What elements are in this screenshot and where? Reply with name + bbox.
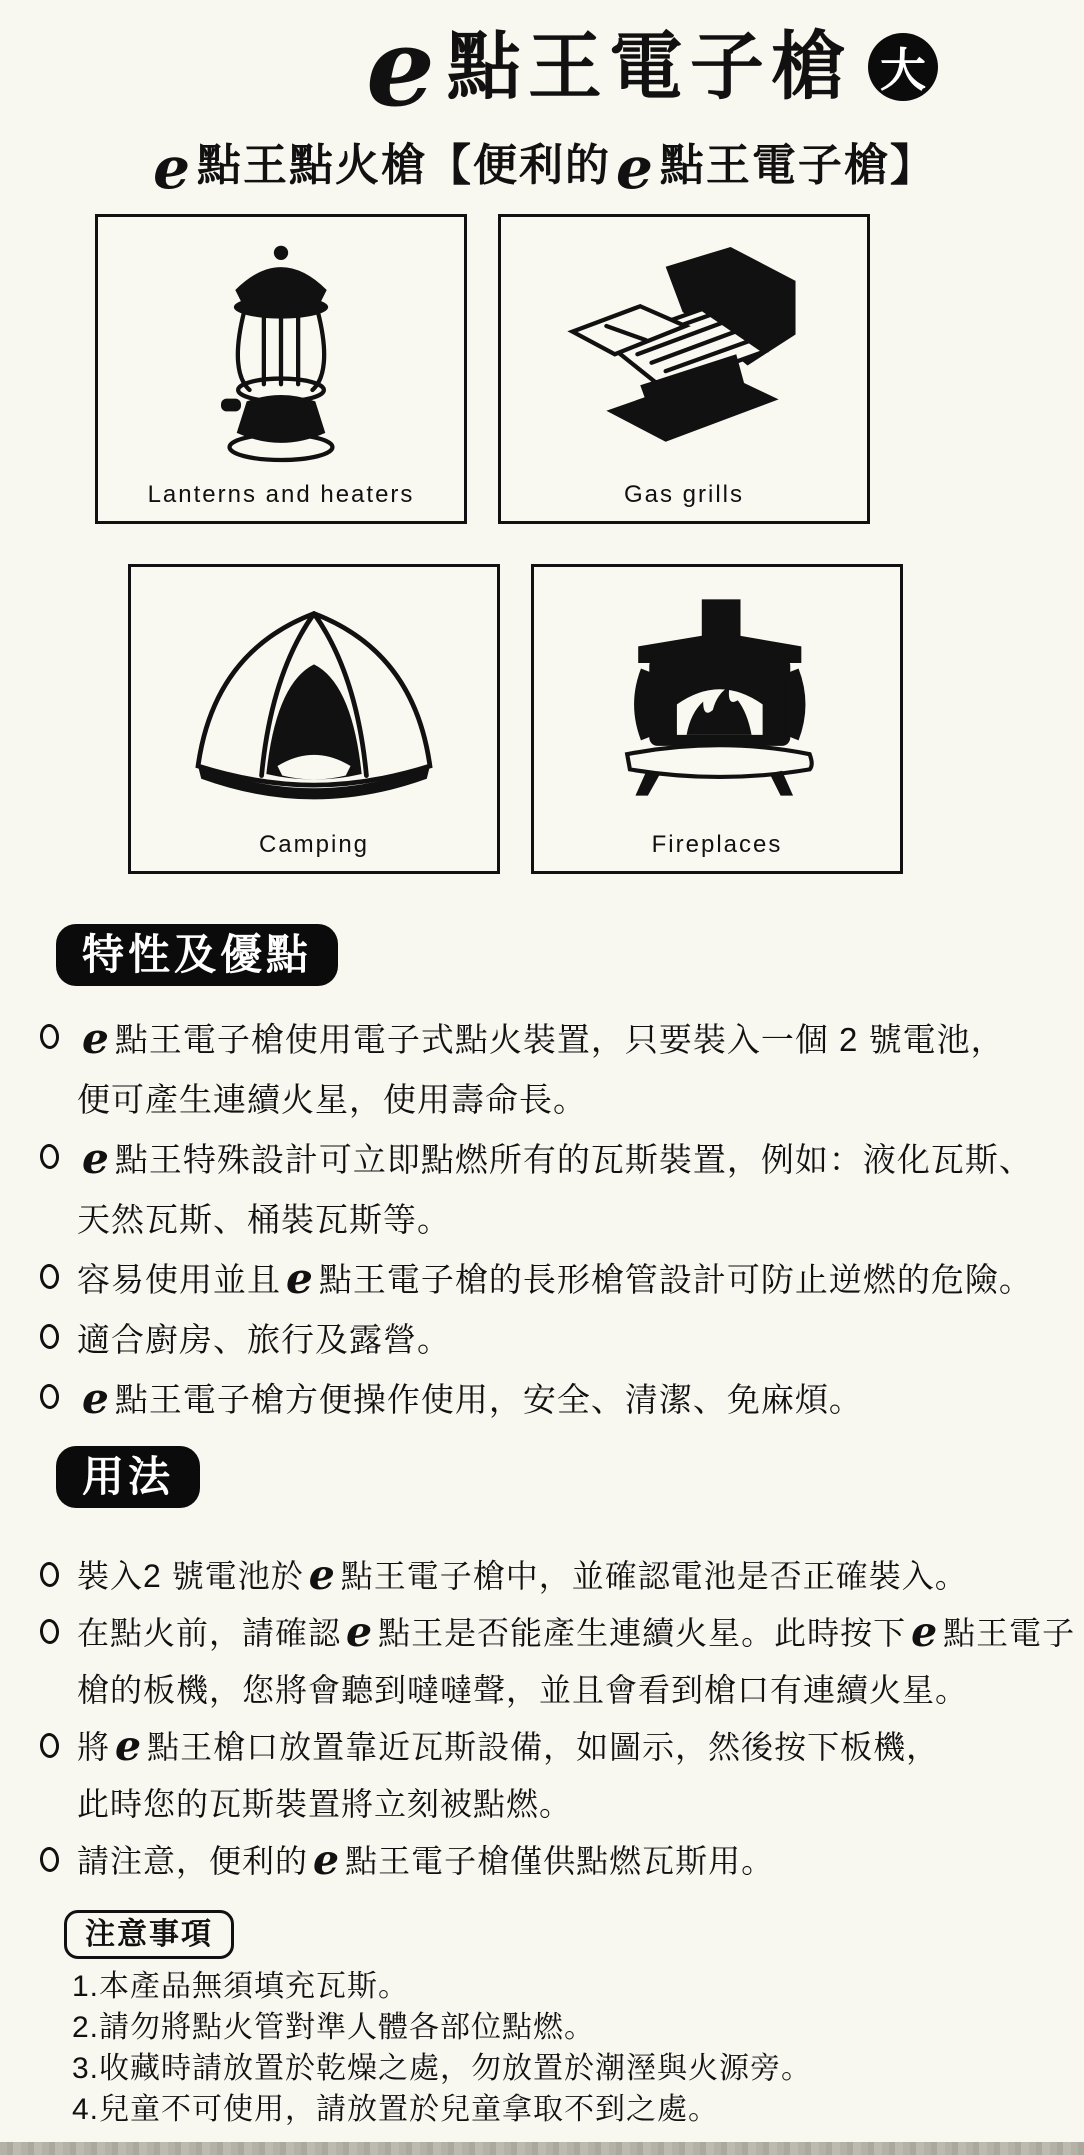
text-segment: 點王電子槍 [446, 24, 852, 108]
bullet-circle-icon [39, 1383, 60, 1409]
list-item [38, 1370, 1058, 1430]
list-item [38, 1010, 1058, 1130]
brand-e-glyph: e [153, 134, 192, 203]
size-badge-large: 大 [868, 33, 938, 101]
features-list [38, 1010, 1058, 1430]
bullet-circle-icon [39, 1143, 60, 1169]
gallery-box-camping [128, 564, 500, 874]
usage-text [77, 1776, 1058, 1833]
feature-text [77, 1250, 1058, 1310]
gallery-row-1 [95, 214, 870, 524]
text-segment: 槍的板機，您將會聽到噠噠聲，並且會看到槍口有連續火星。 [77, 1672, 969, 1708]
list-item [38, 1310, 1058, 1370]
text-segment: 便可產生連續火星，使用壽命長。 [77, 1081, 587, 1118]
brand-e-glyph: e [115, 1722, 143, 1770]
bullet-circle-icon [39, 1561, 60, 1587]
brand-e-glyph: e [82, 1373, 110, 1423]
tent-illustration [179, 585, 449, 820]
list-item [38, 1719, 1058, 1833]
gallery-caption: Lanterns and heaters [147, 481, 415, 508]
page-title [0, 5, 1084, 131]
text-segment: 點王電子槍方便操作使用，安全、清潔、免麻煩。 [114, 1381, 863, 1418]
feature-text [77, 1130, 1058, 1190]
feature-text [77, 1010, 1058, 1070]
feature-text [77, 1370, 1058, 1430]
fireplace-stove-illustration [600, 585, 835, 810]
gas-grill-illustration [564, 235, 804, 465]
brand-e-glyph: e [346, 1608, 374, 1656]
bullet-circle-icon [39, 1023, 60, 1049]
bullet-circle-icon [39, 1263, 60, 1289]
page-title-text [361, 5, 852, 131]
feature-text [77, 1070, 1058, 1130]
list-item [38, 1130, 1058, 1250]
usage-text [77, 1833, 1058, 1890]
text-segment: 在點火前，請確認 [77, 1615, 342, 1651]
feature-text [77, 1190, 1058, 1250]
bullet-circle-icon [39, 1846, 60, 1872]
lantern-illustration [181, 235, 381, 485]
text-segment: 點王電子槍】 [659, 141, 936, 190]
gallery-box-fireplaces [531, 564, 903, 874]
precaution-item: 2.請勿將點火管對準人體各部位點燃。 [72, 2011, 596, 2044]
usage-text [77, 1605, 1075, 1662]
brand-e-glyph: e [313, 1836, 341, 1884]
list-item [38, 1548, 1058, 1605]
section-heading-usage: 用法 [56, 1446, 200, 1508]
precaution-item: 1.本產品無須填充瓦斯。 [72, 1970, 410, 2003]
gallery-caption: Camping [258, 831, 370, 858]
text-segment: 天然瓦斯、桶裝瓦斯等。 [77, 1201, 451, 1238]
list-item [38, 1833, 1058, 1890]
gallery-box-gas-grills [498, 214, 870, 524]
brand-e-glyph: e [82, 1013, 110, 1063]
brand-e-glyph: e [366, 5, 442, 131]
usage-text [77, 1662, 1075, 1719]
text-segment: 點王是否能產生連續火星。此時按下 [378, 1615, 907, 1651]
bullet-circle-icon [39, 1732, 60, 1758]
text-segment: 容易使用並且 [77, 1261, 281, 1298]
text-segment: 請注意，便利的 [77, 1843, 309, 1879]
brand-e-glyph: e [286, 1253, 314, 1303]
gallery-row-2 [128, 564, 903, 874]
text-segment: 點王電子槍中，並確認電池是否正確裝入。 [340, 1558, 968, 1594]
text-segment: 點王電子槍僅供點燃瓦斯用。 [345, 1843, 775, 1879]
section-heading-features: 特性及優點 [56, 924, 338, 986]
bullet-circle-icon [39, 1323, 60, 1349]
text-segment: 點王特殊設計可立即點燃所有的瓦斯裝置，例如：液化瓦斯、 [114, 1141, 1033, 1178]
precaution-item: 3.收藏時請放置於乾燥之處，勿放置於潮溼與火源旁。 [72, 2052, 813, 2085]
feature-text [77, 1310, 1058, 1370]
text-segment: 點王電子槍使用電子式點火裝置，只要裝入一個 2 號電池， [114, 1021, 1005, 1058]
scan-edge-strip [0, 2142, 1084, 2155]
text-segment: 裝入2 號電池於 [77, 1558, 304, 1594]
text-segment: 點王電子槍的長形槍管設計可防止逆燃的危險。 [318, 1261, 1033, 1298]
precaution-item: 4.兒童不可使用，請放置於兒童拿取不到之處。 [72, 2093, 720, 2126]
section-heading-precautions: 注意事項 [64, 1910, 234, 1959]
usage-list [38, 1548, 1076, 1890]
gallery-caption: Fireplaces [651, 831, 783, 858]
text-segment: 適合廚房、旅行及露營。 [77, 1321, 451, 1358]
brand-e-glyph: e [911, 1608, 939, 1656]
bullet-circle-icon [39, 1618, 60, 1644]
brand-e-glyph: e [616, 134, 655, 203]
list-item [38, 1250, 1058, 1310]
text-segment: 點王槍口放置靠近瓦斯設備，如圖示，然後按下板機， [147, 1729, 940, 1765]
precautions-list [72, 1966, 1052, 2130]
text-segment: 將 [77, 1729, 111, 1765]
gallery-box-lanterns [95, 214, 467, 524]
text-segment: 點王點火槍【便利的 [197, 141, 611, 190]
gallery-caption: Gas grills [623, 481, 745, 508]
text-segment: 點王電子 [943, 1615, 1076, 1651]
brand-e-glyph: e [308, 1551, 336, 1599]
brand-e-glyph: e [82, 1133, 110, 1183]
usage-text [77, 1719, 1058, 1776]
list-item [38, 1605, 1076, 1719]
text-segment: 此時您的瓦斯裝置將立刻被點燃。 [77, 1786, 573, 1822]
usage-text [77, 1548, 1058, 1605]
page-subtitle [0, 134, 1084, 203]
